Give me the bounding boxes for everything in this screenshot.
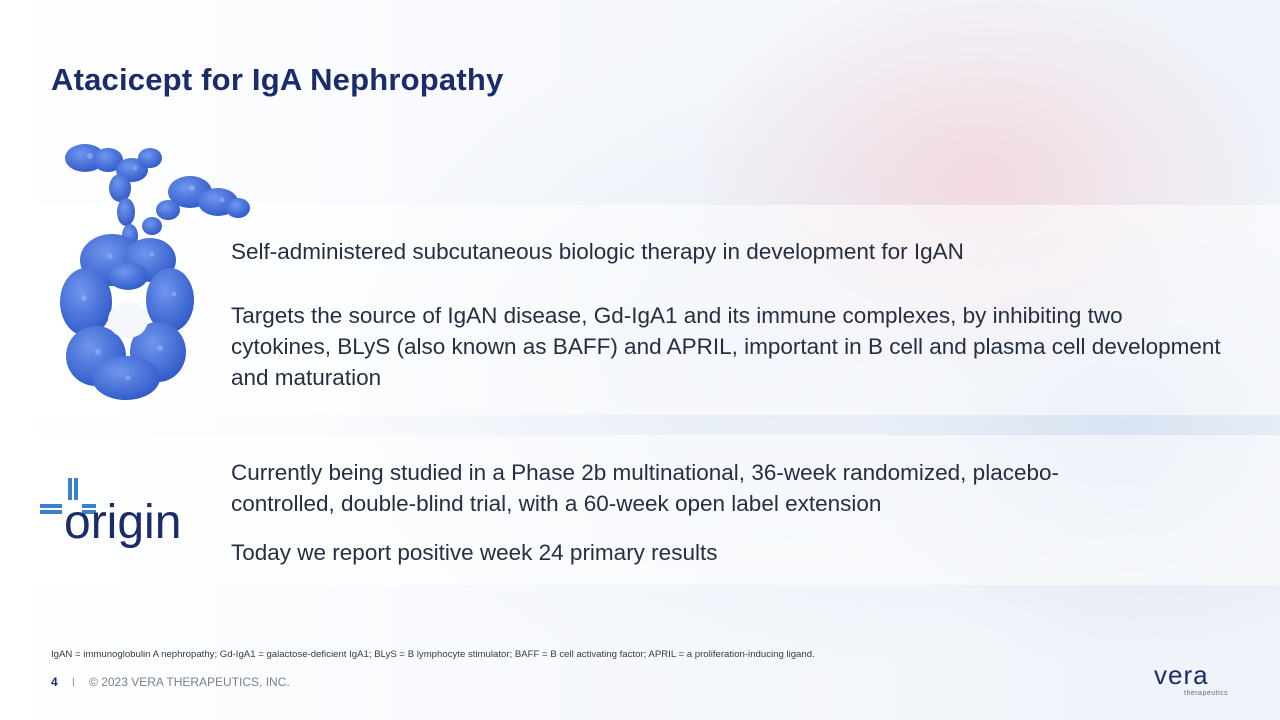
copyright-text: © 2023 VERA THERAPEUTICS, INC. (89, 675, 290, 689)
abbreviations-footnote: IgAN = immunoglobulin A nephropathy; Gd-IgA1 = galactose-deficient IgA1; BLyS = B lymphocyte stimulator; BAFF = B cell activating factor; APRIL = a proliferation-inducing ligand. (51, 649, 815, 660)
vera-subtext: therapeutics (1184, 690, 1229, 697)
origin-wordmark: origin (64, 496, 182, 549)
slide-footer (51, 675, 290, 689)
trial-description-text: Currently being studied in a Phase 2b multinational, 36-week randomized, placebo-controlled, double-blind trial, with a 60-week open label extension (231, 460, 1059, 516)
mechanism-text: Targets the source of IgAN disease, Gd-IgA1 and its immune complexes, by inhibiting two cytokines, BLyS (also known as BAFF) and APRIL, important in B cell and plasma cell development and maturation (231, 303, 1221, 390)
vera-therapeutics-logo (1152, 662, 1242, 698)
origin-trial-logo (38, 470, 208, 550)
description-text: Self-administered subcutaneous biologic therapy in development for IgAN (231, 239, 964, 264)
page-title: Atacicept for IgA Nephropathy (51, 62, 504, 97)
page-number: 4 (51, 675, 58, 689)
results-text: Today we report positive week 24 primary results (231, 540, 718, 565)
footer-separator: I (71, 675, 76, 689)
vera-wordmark: vera (1154, 662, 1209, 690)
